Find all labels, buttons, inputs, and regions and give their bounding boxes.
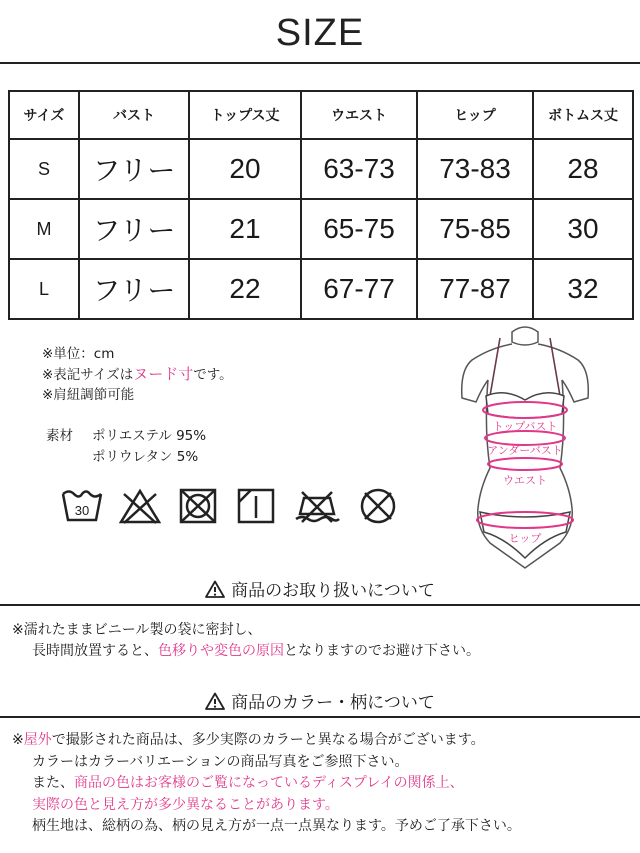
color-line-3 bbox=[12, 773, 521, 795]
cell-bust: フリー bbox=[79, 199, 189, 259]
color-line-1-emphasis: 屋外 bbox=[23, 732, 52, 748]
title-divider bbox=[0, 62, 640, 64]
under-bust-label: アンダーバスト bbox=[487, 444, 563, 457]
handling-line-2-b: となりますのでお避け下さい。 bbox=[284, 643, 480, 659]
nude-note-suffix: です。 bbox=[193, 367, 233, 383]
wash-30-icon bbox=[60, 486, 104, 526]
color-line-4: 実際の色と見え方が多少異なることがあります。 bbox=[32, 796, 339, 813]
header-waist: ウエスト bbox=[301, 91, 417, 139]
waist-line bbox=[488, 458, 562, 470]
cell-bust: フリー bbox=[79, 259, 189, 319]
warning-icon bbox=[205, 580, 225, 598]
color-heading-text: 商品のカラー・柄について bbox=[231, 693, 435, 713]
cell-hip: 77-87 bbox=[417, 259, 533, 319]
cell-top-length: 22 bbox=[189, 259, 301, 319]
line-dry-shade-icon bbox=[234, 486, 278, 526]
color-line-1-b: で撮影された商品は、多少実際のカラーと異なる場合がございます。 bbox=[51, 732, 485, 748]
nude-note-emphasis: ヌード寸 bbox=[133, 365, 194, 383]
cell-size: M bbox=[9, 199, 79, 259]
color-line-3-emphasis: 商品の色はお客様のご覧になっているディスプレイの関係上、 bbox=[74, 775, 464, 791]
measurement-figure bbox=[450, 318, 600, 593]
table-row bbox=[9, 139, 633, 199]
top-bust-label: トップバスト bbox=[492, 420, 558, 433]
halter-strap-right bbox=[550, 338, 560, 396]
no-dry-clean-icon bbox=[356, 486, 400, 526]
no-bleach-icon bbox=[118, 486, 162, 526]
mannequin-neck bbox=[512, 327, 538, 345]
header-size: サイズ bbox=[9, 91, 79, 139]
handling-line-2-a: 長時間放置すると、 bbox=[32, 643, 158, 659]
unit-note: ※単位：cm bbox=[42, 346, 115, 362]
cell-top-length: 21 bbox=[189, 199, 301, 259]
halter-strap-left bbox=[490, 338, 500, 396]
table-row bbox=[9, 259, 633, 319]
handling-heading bbox=[0, 576, 640, 603]
header-bust: バスト bbox=[79, 91, 189, 139]
header-hip: ヒップ bbox=[417, 91, 533, 139]
waist-label: ウエスト bbox=[503, 474, 547, 487]
size-table bbox=[8, 90, 634, 320]
bikini-top bbox=[486, 393, 564, 418]
material-info bbox=[46, 426, 206, 468]
color-line-2: カラーはカラーバリエーションの商品写真をご参照下さい。 bbox=[32, 753, 409, 770]
table-header-row bbox=[9, 91, 633, 139]
handling-text bbox=[12, 620, 480, 662]
cell-size: L bbox=[9, 259, 79, 319]
color-line-3-a: また、 bbox=[32, 775, 74, 791]
color-heading bbox=[0, 688, 640, 715]
table-row bbox=[9, 199, 633, 259]
handling-divider bbox=[0, 604, 640, 606]
size-notes bbox=[42, 344, 233, 405]
material-label: 素材 bbox=[46, 428, 73, 444]
warning-icon bbox=[205, 692, 225, 710]
strap-note: ※肩紐調節可能 bbox=[42, 387, 135, 403]
nude-note-prefix: ※表記サイズは bbox=[42, 367, 134, 383]
cell-bottom-length: 30 bbox=[533, 199, 633, 259]
handling-line-2-emphasis: 色移りや変色の原因 bbox=[158, 643, 284, 659]
color-line-1 bbox=[12, 730, 521, 752]
page-title: SIZE bbox=[275, 12, 365, 54]
cell-waist: 65-75 bbox=[301, 199, 417, 259]
cell-bottom-length: 28 bbox=[533, 139, 633, 199]
hip-label: ヒップ bbox=[508, 532, 542, 545]
cell-size: S bbox=[9, 139, 79, 199]
handling-heading-text: 商品のお取り扱いについて bbox=[231, 581, 435, 601]
care-symbols bbox=[60, 486, 400, 526]
color-line-1-a: ※ bbox=[12, 732, 24, 748]
handling-line-2 bbox=[12, 641, 480, 662]
cell-bottom-length: 32 bbox=[533, 259, 633, 319]
color-text bbox=[12, 730, 521, 838]
cell-hip: 73-83 bbox=[417, 139, 533, 199]
header-top-length: トップス丈 bbox=[189, 91, 301, 139]
color-divider bbox=[0, 716, 640, 718]
header-bottom-length: ボトムス丈 bbox=[533, 91, 633, 139]
handling-line-1: ※濡れたままビニール製の袋に密封し、 bbox=[12, 622, 262, 638]
under-bust-line bbox=[485, 431, 565, 445]
nude-size-note bbox=[42, 364, 233, 385]
cell-bust: フリー bbox=[79, 139, 189, 199]
wash-temp-label: 30 bbox=[74, 503, 90, 518]
iron-with-cloth-icon bbox=[292, 486, 342, 526]
no-tumble-dry-icon bbox=[176, 486, 220, 526]
color-line-5: 柄生地は、総柄の為、柄の見え方が一点一点異なります。予めご了承下さい。 bbox=[32, 818, 521, 834]
material-line-1: ポリエステル 95% bbox=[92, 428, 207, 444]
cell-waist: 67-77 bbox=[301, 259, 417, 319]
cell-waist: 63-73 bbox=[301, 139, 417, 199]
material-line-2: ポリウレタン 5% bbox=[92, 449, 199, 465]
cell-top-length: 20 bbox=[189, 139, 301, 199]
cell-hip: 75-85 bbox=[417, 199, 533, 259]
